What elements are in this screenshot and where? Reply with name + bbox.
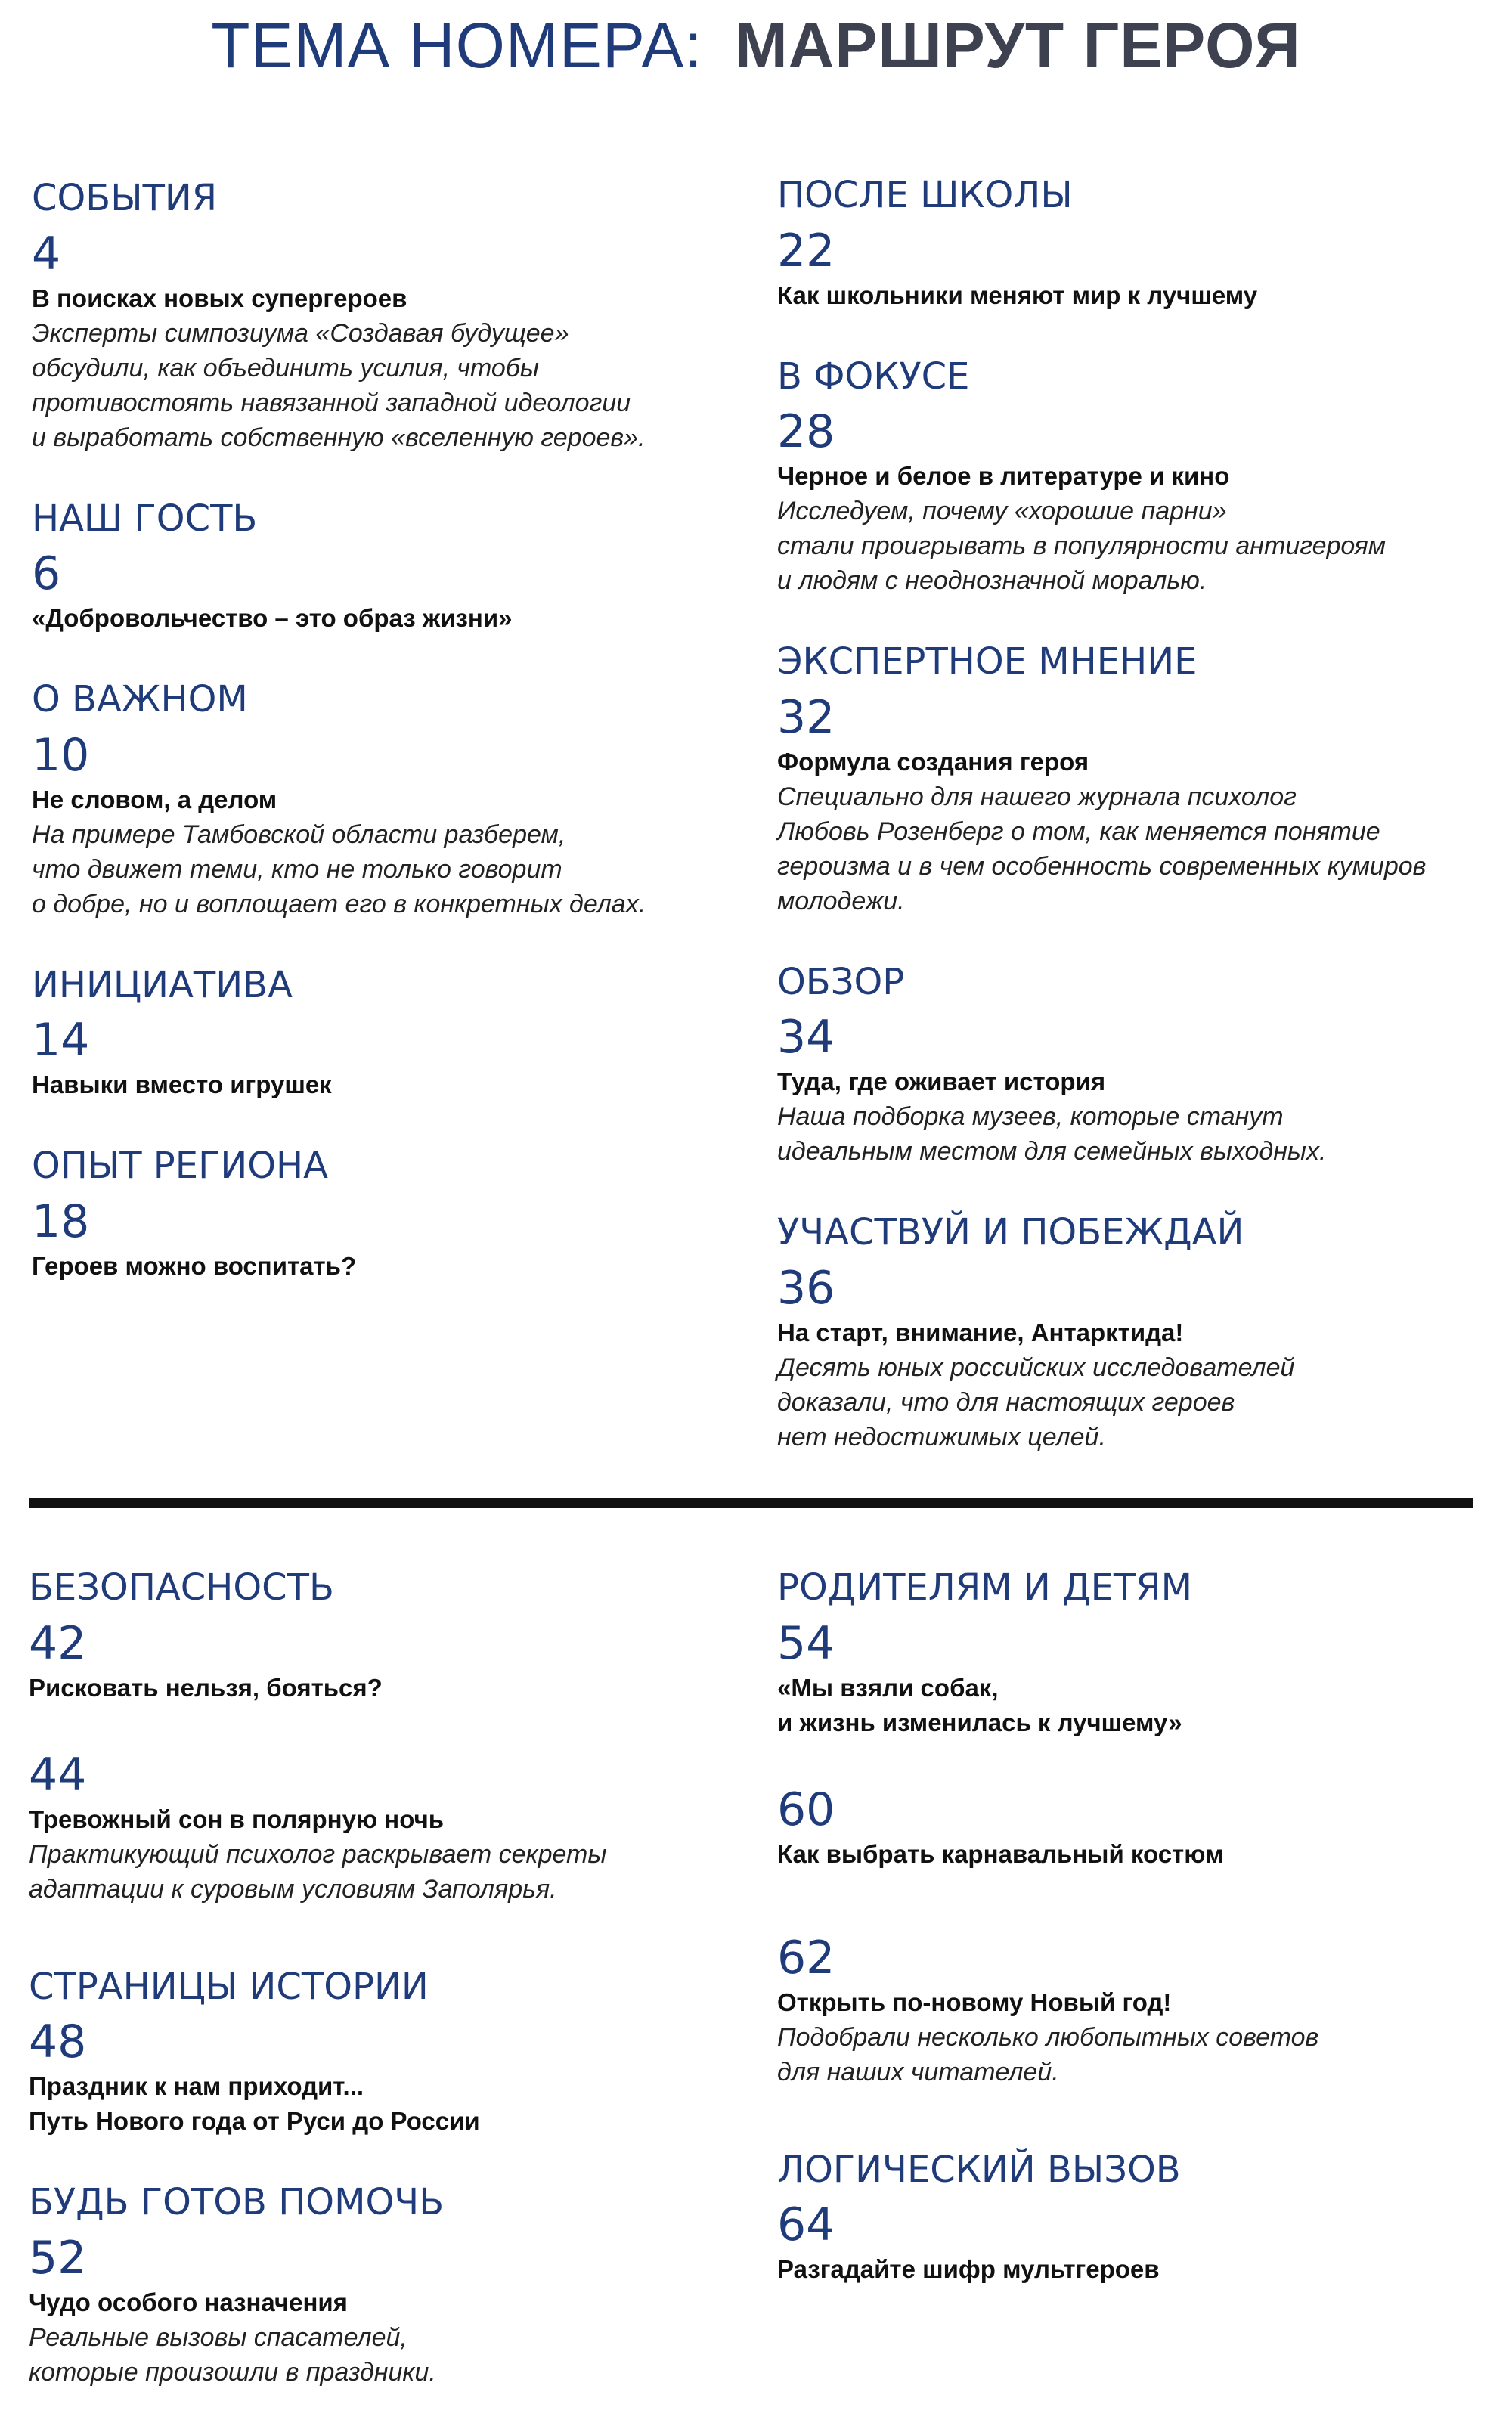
article-headline: В поисках новых супергероев xyxy=(32,283,407,312)
article-description: и людям с неоднозначной моралью. xyxy=(777,566,1207,596)
article-description: Эксперты симпозиума «Создавая будущее» xyxy=(32,318,569,348)
article-description: нет недостижимых целей. xyxy=(777,1422,1106,1451)
toc-entry[interactable] xyxy=(32,678,742,922)
issue-theme-title: МАРШРУТ ГЕРОЯ xyxy=(734,10,1301,81)
toc-column-top-right xyxy=(777,174,1488,1497)
article-headline: Не словом, а делом xyxy=(32,785,277,813)
article-description: героизма и в чем особенность современных кумиров xyxy=(777,851,1427,881)
article-headline: Открыть по-новому Новый год! xyxy=(777,1987,1172,2016)
page-number: 22 xyxy=(777,224,835,277)
page-number: 62 xyxy=(777,1931,835,1984)
page-number: 4 xyxy=(32,227,61,280)
section-title: ИНИЦИАТИВА xyxy=(32,963,293,1006)
article-description: стали проигрывать в популярности антигероям xyxy=(777,531,1387,561)
article-description: На примере Тамбовской области разберем, xyxy=(32,819,566,849)
article-headline: Туда, где оживает история xyxy=(777,1067,1106,1096)
article-headline: Формула создания героя xyxy=(777,747,1089,776)
toc-column-bottom-right xyxy=(777,1566,1488,2329)
page-number: 28 xyxy=(777,405,835,459)
section-title: РОДИТЕЛЯМ И ДЕТЯМ xyxy=(777,1566,1192,1609)
article-headline: Навыки вместо игрушек xyxy=(32,1070,332,1099)
article-headline: «Мы взяли собак, xyxy=(777,1673,999,1702)
section-title: БЕЗОПАСНОСТЬ xyxy=(29,1566,334,1609)
section-title: СОБЫТИЯ xyxy=(32,177,218,219)
toc-entry[interactable] xyxy=(29,1966,739,2139)
article-headline: Черное и белое в литературе и кино xyxy=(777,462,1230,491)
article-description: Специально для нашего журнала психолог xyxy=(777,782,1297,811)
page-number: 52 xyxy=(29,2231,87,2285)
page-number: 44 xyxy=(29,1748,87,1802)
toc-entry[interactable] xyxy=(777,2149,1488,2288)
toc-column-top-left xyxy=(32,177,742,1326)
article-headline: Рисковать нельзя, бояться? xyxy=(29,1673,383,1702)
article-description: адаптации к суровым условиям Заполярья. xyxy=(29,1874,557,1904)
page-number: 54 xyxy=(777,1616,835,1670)
toc-entry[interactable] xyxy=(777,1566,1488,1740)
article-description: Любовь Розенберг о том, как меняется понятие xyxy=(777,816,1380,846)
section-title: ПОСЛЕ ШКОЛЫ xyxy=(777,174,1073,216)
article-headline: Праздник к нам приходит... xyxy=(29,2072,364,2101)
article-description: для наших читателей. xyxy=(777,2057,1059,2087)
article-description: которые произошли в праздники. xyxy=(29,2357,436,2387)
article-description: противостоять навязанной западной идеологии xyxy=(32,388,631,417)
toc-entry[interactable] xyxy=(32,497,742,637)
toc-entry[interactable] xyxy=(29,1748,739,1907)
article-headline: Разгадайте шифр мультгероев xyxy=(777,2255,1160,2284)
article-description: идеальным местом для семейных выходных. xyxy=(777,1137,1327,1166)
section-title: ЭКСПЕРТНОЕ МНЕНИЕ xyxy=(777,640,1198,683)
toc-entry[interactable] xyxy=(777,961,1488,1170)
article-description: Практикующий психолог раскрывает секреты xyxy=(29,1839,607,1869)
page-number: 48 xyxy=(29,2015,87,2069)
section-title: СТРАНИЦЫ ИСТОРИИ xyxy=(29,1965,429,2008)
article-headline: Тревожный сон в полярную ночь xyxy=(29,1805,445,1833)
article-description: Реальные вызовы спасателей, xyxy=(29,2322,407,2352)
toc-entry[interactable] xyxy=(777,640,1488,919)
article-description: молодежи. xyxy=(777,886,905,915)
article-description: Десять юных российских исследователей xyxy=(777,1352,1295,1382)
toc-entry[interactable] xyxy=(777,355,1488,599)
article-headline: Чудо особого назначения xyxy=(29,2288,348,2316)
article-headline: Как школьники меняют мир к лучшему xyxy=(777,280,1258,309)
toc-column-bottom-left xyxy=(29,1566,739,2432)
toc-entry[interactable] xyxy=(777,1211,1488,1455)
page-number: 34 xyxy=(777,1011,835,1064)
page-header xyxy=(0,0,1512,91)
page-number: 32 xyxy=(777,690,835,744)
page-number: 14 xyxy=(32,1014,90,1067)
page-number: 60 xyxy=(777,1783,835,1836)
page-number: 64 xyxy=(777,2198,835,2252)
section-title: О ВАЖНОМ xyxy=(32,678,248,721)
page-number: 10 xyxy=(32,728,90,782)
toc-entry[interactable] xyxy=(29,1566,739,1705)
article-description: Наша подборка музеев, которые станут xyxy=(777,1102,1284,1132)
section-title: БУДЬ ГОТОВ ПОМОЧЬ xyxy=(29,2181,445,2224)
article-headline: Как выбрать карнавальный костюм xyxy=(777,1839,1224,1868)
article-headline: Путь Нового года от Руси до России xyxy=(29,2107,480,2136)
toc-entry[interactable] xyxy=(777,1931,1488,2090)
section-title: ЛОГИЧЕСКИЙ ВЫЗОВ xyxy=(777,2148,1181,2191)
article-headline: и жизнь изменилась к лучшему» xyxy=(777,1708,1182,1736)
toc-entry[interactable] xyxy=(32,964,742,1103)
header-label: ТЕМА НОМЕРА: xyxy=(211,10,703,81)
article-description: доказали, что для настоящих героев xyxy=(777,1387,1235,1417)
article-headline: Героев можно воспитать? xyxy=(32,1251,357,1280)
page-number: 36 xyxy=(777,1261,835,1315)
article-description: и выработать собственную «вселенную героев». xyxy=(32,423,646,452)
article-description: Исследуем, почему «хорошие парни» xyxy=(777,497,1227,526)
section-divider xyxy=(29,1498,1473,1508)
toc-entry[interactable] xyxy=(32,1145,742,1284)
article-description: обсудили, как объединить усилия, чтобы xyxy=(32,353,539,383)
toc-entry[interactable] xyxy=(32,177,742,455)
toc-entry[interactable] xyxy=(29,2181,739,2390)
page-number: 42 xyxy=(29,1616,87,1670)
section-title: ОПЫТ РЕГИОНА xyxy=(32,1145,328,1188)
toc-entry[interactable] xyxy=(777,174,1488,313)
article-headline: На старт, внимание, Антарктида! xyxy=(777,1318,1184,1346)
article-description: Подобрали несколько любопытных советов xyxy=(777,2022,1319,2052)
section-title: ОБЗОР xyxy=(777,960,905,1003)
page-number: 18 xyxy=(32,1194,90,1248)
article-description: о добре, но и воплощает его в конкретных делах. xyxy=(32,889,646,919)
section-title: НАШ ГОСТЬ xyxy=(32,497,258,540)
article-headline: «Добровольчество – это образ жизни» xyxy=(32,604,513,633)
toc-entry[interactable] xyxy=(777,1783,1488,1872)
section-title: УЧАСТВУЙ И ПОБЕЖДАЙ xyxy=(777,1211,1244,1254)
page-number: 6 xyxy=(32,547,61,601)
section-title: В ФОКУСЕ xyxy=(777,355,970,398)
article-description: что движет теми, кто не только говорит xyxy=(32,854,562,884)
